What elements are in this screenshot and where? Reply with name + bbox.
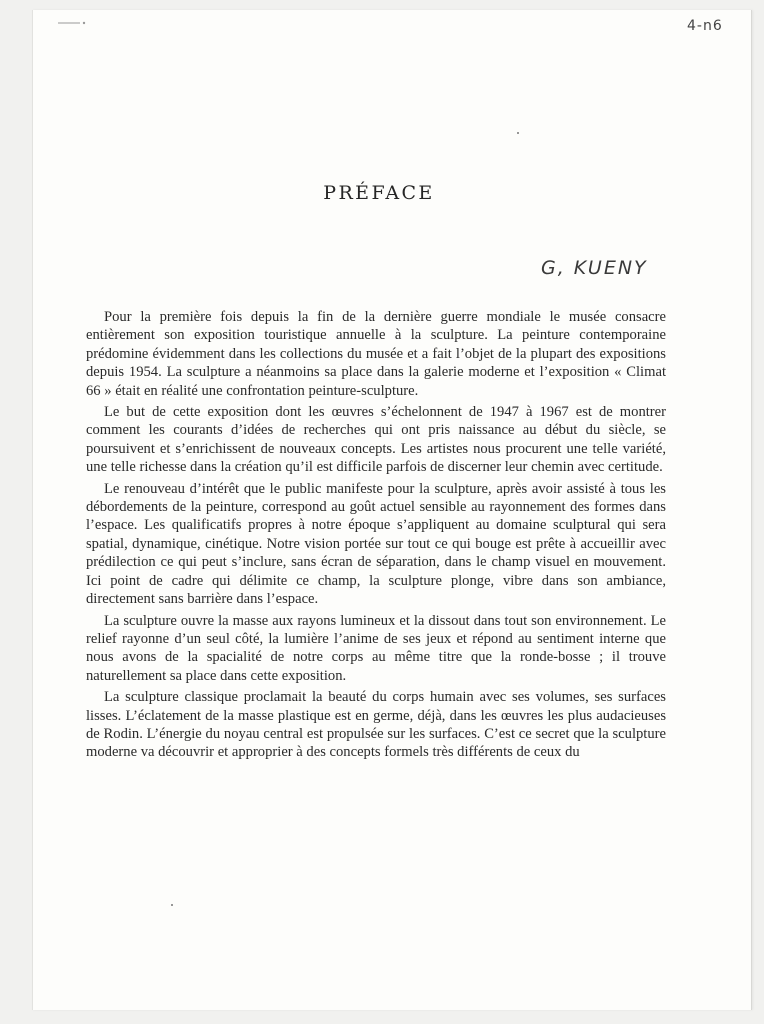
paragraph: Le but de cette exposition dont les œuvres s’échelonnent de 1947 à 1967 est de montrer comment les courants d’idées de recherches qui ont pris naissance au début du siècle, se poursuivent et s’enrichissent de nouveaux concepts. Les artistes nous procurent une telle variété, une telle richesse dans la création qu’il est difficile parfois de discerner leur chemin avec certitude. bbox=[86, 404, 666, 476]
handwritten-corner-note: 4-n6 bbox=[687, 18, 723, 34]
preface-body bbox=[86, 308, 666, 765]
paragraph: La sculpture ouvre la masse aux rayons lumineux et la dissout dans tout son environnement. Le relief rayonne d’un seul côté, la lumière l’anime de ses jeux et répond au sentiment interne que nous avons de la spacialité de notre corps au même titre que la ronde-bosse ; il trouve naturellement sa place dans cette exposition. bbox=[86, 612, 666, 684]
paragraph: Pour la première fois depuis la fin de la dernière guerre mondiale le musée consacre entièrement son exposition touristique annuelle à la sculpture. La peinture contemporaine prédomine évidemment dans les collections du musée et a fait l’objet de la plupart des expositions depuis 1954. La sculpture a néanmoins sa place dans la galerie moderne et l’exposition « Climat 66 » était en réalité une confrontation peinture-sculpture. bbox=[86, 309, 666, 399]
paragraph: Le renouveau d’intérêt que le public manifeste pour la sculpture, après avoir assisté à tous les débordements de la peinture, correspond au goût actuel sensible au rayonnement des formes dans l’espace. Les qualificatifs propres à notre époque s’appliquent au domaine sculptural qui sera spatial, dynamique, cinétique. Notre vision portée sur tout ce qui bouge est prête à accueillir avec prédilection ce qui peut s’inclure, sans écran de séparation, dans le champ visuel en mouvement. Ici point de cadre qui délimite ce champ, la sculpture plonge, vibre dans son ambiance, directement sans barrière dans l’espace. bbox=[86, 480, 666, 608]
paper-speck bbox=[171, 904, 173, 906]
document-page bbox=[32, 10, 752, 1010]
paper-speck bbox=[517, 132, 519, 134]
handwritten-author-name: G, KUENY bbox=[541, 257, 648, 279]
paragraph: La sculpture classique proclamait la beauté du corps humain avec ses volumes, ses surfaces lisses. L’éclatement de la masse plastique est en germe, déjà, dans les œuvres les plus audacieuses de Rodin. L’énergie du noyau central est propulsée sur les surfaces. C’est ce secret que la sculpture moderne va découvrir et approprier à des concepts formels très différents de ceux du bbox=[86, 689, 666, 761]
pen-mark-icon bbox=[58, 20, 88, 26]
page-title: PRÉFACE bbox=[323, 182, 435, 204]
